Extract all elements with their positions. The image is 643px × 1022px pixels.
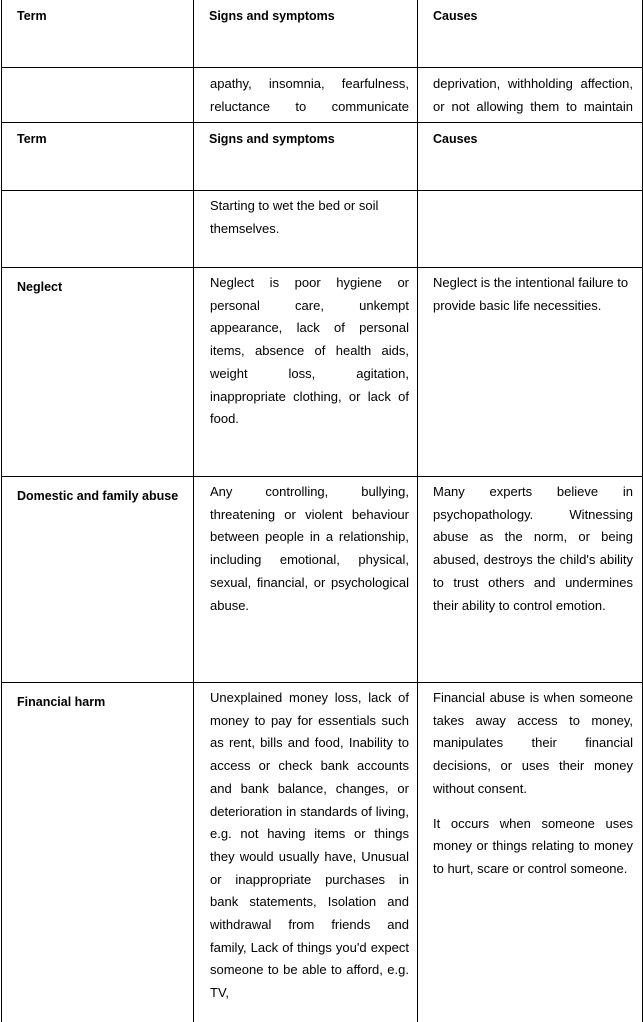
table-row [2,683,643,1022]
causes-text: It occurs when someone uses money or things relating to money to hurt, scare or control someone. [433,813,633,881]
signs-text: Unexplained money loss, lack of money to pay for essentials such as rent, bills and food, Inability to access or check bank accounts and bank balance, changes, or deterioration in standards of living, e.g. not having items or things they would usually have, Unusual or inappropriate purchases in bank statements, Isolation and withdrawal from friends and family, Lack of things you'd expect someone to be able to afford, e.g. TV, [210,687,409,1005]
abuse-table-continued [1,0,643,122]
table-row [2,68,643,123]
causes-text: Many experts believe in psychopathology. Witnessing abuse as the norm, or being abused, destroys the child's ability to trust others and undermines their ability to control emotion. [433,481,633,617]
signs-text: Any controlling, bullying, threatening or violent behaviour between people in a relationship, including emotional, physical, sexual, financial, or psychological abuse. [210,481,409,617]
header-signs: Signs and symptoms [194,0,418,68]
cell-causes [418,477,643,683]
cell-term: Neglect [2,268,194,477]
table-section-previous-page [0,0,643,122]
cell-causes [418,68,643,123]
cell-causes [418,268,643,477]
cell-signs [194,191,418,268]
table-row [2,268,643,477]
causes-text: Neglect is the intentional failure to provide basic life necessities. [433,272,633,317]
cell-term [2,191,194,268]
table-row [2,191,643,268]
table-row [2,477,643,683]
signs-text: Starting to wet the bed or soil themselves. [210,195,409,240]
cell-causes [418,683,643,1022]
header-causes: Causes [418,123,643,191]
cell-term: Domestic and family abuse [2,477,194,683]
causes-text: Financial abuse is when someone takes away access to money, manipulates their financial decisions, or uses their money without consent. [433,687,633,801]
cell-term: Financial harm [2,683,194,1022]
table-header-row [2,0,643,68]
causes-text: deprivation, withholding affection, or not allowing them to maintain [433,73,633,122]
signs-text: apathy, insomnia, fearfulness, reluctance to communicate [210,73,409,122]
cell-signs [194,477,418,683]
table-section-current-page [0,122,643,1022]
abuse-table [1,122,643,1022]
header-term: Term [2,123,194,191]
table-header-row [2,123,643,191]
header-signs: Signs and symptoms [194,123,418,191]
signs-text: Neglect is poor hygiene or personal care, unkempt appearance, lack of personal items, absence of health aids, weight loss, agitation, inappropriate clothing, or lack of food. [210,272,409,431]
cell-term [2,68,194,123]
cell-signs [194,683,418,1022]
header-causes: Causes [418,0,643,68]
header-term: Term [2,0,194,68]
cell-signs [194,268,418,477]
cell-causes [418,191,643,268]
cell-signs [194,68,418,123]
